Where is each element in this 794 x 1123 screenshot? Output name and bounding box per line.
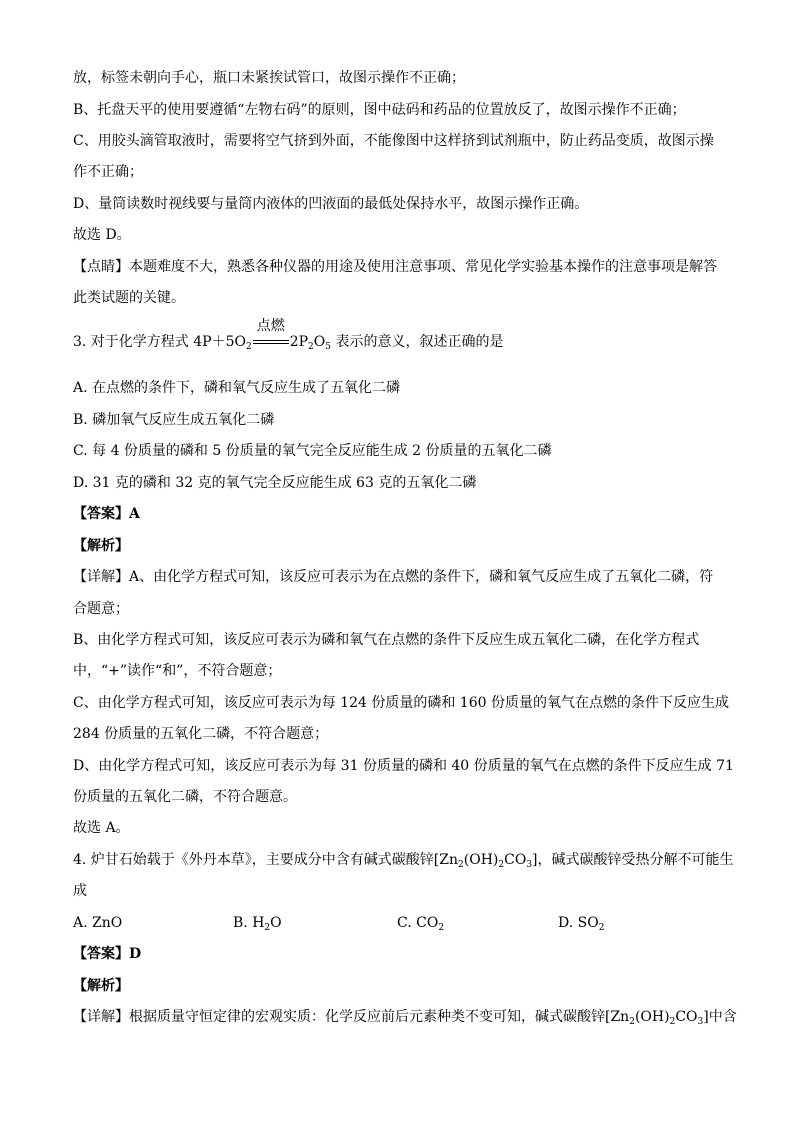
detail-line: 【详解】A、由化学方程式可知，该反应可表示为在点燃的条件下，磷和氧气反应生成了五氧化二磷，符 [73, 569, 714, 585]
q3-product: 2P [289, 334, 309, 350]
q4-subscript: 2 [458, 860, 464, 870]
text-line: B、托盘天平的使用要遵循“左物右码”的原则，图中砝码和药品的位置放反了，故图示操作不正确； [73, 102, 686, 118]
option-d-text: D. SO [558, 915, 599, 931]
detail-line: 284 份质量的五氧化二磷，不符合题意； [73, 726, 329, 742]
q4-subscript: 2 [498, 860, 505, 870]
q4-text: CO [504, 852, 527, 868]
option-d: D. 31 克的磷和 32 克的氧气完全反应能生成 63 克的五氧化二磷 [73, 475, 477, 491]
q3-o2-subscript: 2 [245, 342, 252, 352]
q3-o: O [313, 334, 326, 350]
tip-line: 此类试题的关键。 [73, 290, 185, 306]
detail-subscript: 2 [629, 1017, 635, 1027]
text-line: 故选 D。 [73, 227, 131, 243]
detail-subscript: 3 [697, 1017, 704, 1027]
q4-subscript: 3 [526, 860, 533, 870]
detail-line: D、由化学方程式可知，该反应可表示为每 31 份质量的磷和 40 份质量的氧气在点燃的条件下反应生成 71 [73, 758, 734, 774]
q3-o-subscript: 5 [325, 342, 331, 352]
q4-text: 4. 炉甘石始载于《外丹本草》，主要成分中含有碱式碳酸锌[Zn [73, 852, 459, 868]
choice-line: 故选 A。 [73, 820, 130, 836]
reaction-condition [252, 318, 290, 352]
q4-text: (OH) [463, 852, 499, 868]
detail-text: (OH) [634, 1009, 670, 1025]
option-c-text: C. CO [397, 915, 439, 931]
answer-label: 【答案】A [73, 506, 140, 522]
tip-line: 【点睛】本题难度不大，熟悉各种仪器的用途及使用注意事项、常见化学实验基本操作的注意事项是解答 [73, 259, 717, 275]
text-line: C、用胶头滴管取液时，需要将空气挤到外面，不能像图中这样挤到试剂瓶中，防止药品变质，故图示操 [73, 133, 714, 149]
q4-text: ]，碱式碳酸锌受热分解不可能生 [532, 852, 734, 868]
detail-text: 【详解】根据质量守恒定律的宏观实质：化学反应前后元素种类不变可知，碱式碳酸锌[Zn [73, 1009, 630, 1025]
option-b-text: B. H [233, 915, 265, 931]
answer-label: 【答案】D [73, 946, 142, 962]
q3-p-subscript: 2 [308, 342, 314, 352]
analysis-label: 【解析】 [73, 978, 129, 994]
question-4-stem-cont: 成 [73, 883, 87, 899]
detail-text: CO [675, 1009, 698, 1025]
equals-sign [253, 340, 289, 344]
analysis-label: 【解析】 [73, 538, 129, 554]
q3-suffix: 表示的意义，叙述正确的是 [331, 334, 504, 350]
question-4-stem [73, 850, 734, 870]
option-c-subscript: 2 [438, 923, 445, 933]
detail-line [73, 1007, 737, 1027]
option-c [397, 913, 444, 933]
option-b-text: O [270, 915, 282, 931]
option-b [233, 913, 282, 933]
question-3-stem [73, 318, 734, 352]
detail-line: C、由化学方程式可知，该反应可表示为每 124 份质量的磷和 160 份质量的氧气在点燃的条件下反应生成 [73, 695, 729, 711]
option-d [558, 913, 604, 933]
option-d-subscript: 2 [598, 923, 605, 933]
text-line: 放，标签未朝向手心，瓶口未紧挨试管口，故图示操作不正确； [73, 70, 465, 86]
text-line: D、量筒读数时视线要与量筒内液体的凹液面的最低处保持水平，故图示操作正确。 [73, 196, 589, 212]
option-c: C. 每 4 份质量的磷和 5 份质量的氧气完全反应能生成 2 份质量的五氧化二磷 [73, 443, 552, 459]
detail-text: ]中含 [703, 1009, 737, 1025]
option-a: A. 在点燃的条件下，磷和氧气反应生成了五氧化二磷 [73, 380, 401, 396]
detail-line: 合题意； [73, 601, 129, 617]
detail-line: 份质量的五氧化二磷，不符合题意。 [73, 789, 297, 805]
detail-line: B、由化学方程式可知，该反应可表示为磷和氧气在点燃的条件下反应生成五氧化二磷，在化学方程式 [73, 632, 700, 648]
option-b-subscript: 2 [264, 923, 271, 933]
detail-subscript: 2 [669, 1017, 676, 1027]
option-b: B. 磷加氧气反应生成五氧化二磷 [73, 412, 275, 428]
option-a: A. ZnO [73, 915, 123, 931]
text-line: 作不正确； [73, 164, 143, 180]
detail-line: 中，“+”读作“和”，不符合题意； [73, 663, 282, 679]
condition-label: 点燃 [256, 318, 285, 334]
q3-prefix: 3. 对于化学方程式 4P＋5O [73, 334, 246, 350]
